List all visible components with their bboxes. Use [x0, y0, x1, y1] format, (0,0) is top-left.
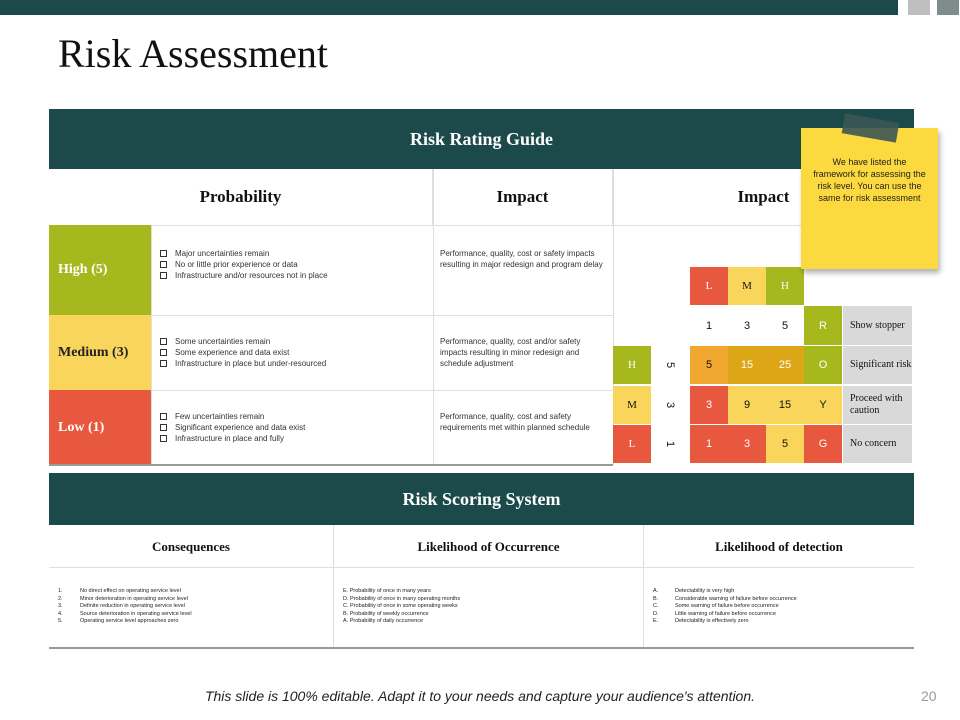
probability-list-medium — [160, 336, 430, 369]
scoring-system-heading: Risk Scoring System — [49, 473, 914, 525]
list-number: 3. — [58, 603, 63, 609]
score-cell: 5 — [766, 425, 804, 463]
consequences-list — [49, 568, 334, 648]
list-text: Considerable warning of failure before occurrence — [675, 595, 797, 602]
prob-letter-m: M — [613, 386, 651, 424]
level-medium: Medium (3) — [49, 315, 151, 390]
impact-letter-m: M — [728, 267, 766, 305]
prob-number: 5 — [664, 361, 676, 369]
prob-number: 1 — [664, 440, 676, 448]
probability-list-high — [160, 248, 430, 281]
list-item: Few uncertainties remain — [160, 411, 430, 422]
top-bar — [0, 0, 898, 15]
score-cell: 3 — [690, 386, 728, 424]
divider — [49, 225, 914, 226]
list-item: Infrastructure and/or resources not in place — [160, 270, 430, 281]
impact-letter-h: H — [766, 267, 804, 305]
list-text: Some warning of failure before occurrence — [675, 603, 779, 609]
list-text: Definite reduction in operating service level — [80, 603, 185, 609]
list-item — [58, 596, 333, 604]
list-item — [343, 611, 643, 619]
prob-letter-l: L — [613, 425, 651, 463]
impact-number: 3 — [743, 319, 751, 332]
prob-number: 3 — [664, 401, 676, 409]
list-number: 5. — [58, 618, 63, 624]
impact-number: 5 — [781, 319, 789, 332]
list-number: D. — [653, 610, 659, 617]
page-number: 20 — [921, 688, 937, 704]
list-item — [653, 618, 914, 626]
divider — [49, 647, 914, 649]
score-cell: 5 — [690, 346, 728, 384]
divider — [49, 464, 613, 466]
score-cell: 15 — [766, 386, 804, 424]
list-item: Infrastructure in place and fully — [160, 433, 430, 444]
list-number: 1. — [58, 588, 63, 594]
prob-letter-h: H — [613, 346, 651, 384]
list-number: B. — [653, 595, 659, 602]
corner-square-dark — [937, 0, 959, 15]
list-item: Major uncertainties remain — [160, 248, 430, 259]
col-header-impact: Impact — [433, 169, 613, 225]
col-header-likelihood-detection: Likelihood of detection — [715, 538, 843, 554]
list-item — [58, 611, 333, 619]
list-item: Significant experience and data exist — [160, 422, 430, 433]
list-item: Some experience and data exist — [160, 347, 430, 358]
legend-code-o: O — [804, 346, 842, 384]
col-header-consequences: Consequences — [49, 525, 334, 568]
list-item — [58, 603, 333, 611]
list-text: Little warning of failure before occurrence — [675, 610, 776, 617]
list-number: A. — [653, 588, 659, 594]
divider — [151, 225, 152, 465]
list-text: B. Probability of weekly occurrence — [343, 610, 429, 617]
list-item — [58, 588, 333, 596]
footer-text: This slide is 100% editable. Adapt it to your needs and capture your audience's attention. — [204, 688, 756, 704]
list-item — [343, 596, 643, 604]
col-header-impact-matrix: Impact — [737, 187, 790, 206]
col-header-probability: Probability — [49, 169, 433, 225]
list-text: D. Probability of once in many operating months — [343, 595, 461, 602]
list-item — [343, 588, 643, 596]
list-item: Some uncertainties remain — [160, 336, 430, 347]
level-high: High (5) — [49, 225, 151, 315]
page-title: Risk Assessment — [58, 31, 329, 76]
list-text: Operating service level approaches zero — [80, 618, 179, 624]
list-item — [58, 618, 333, 626]
list-item — [653, 603, 914, 611]
list-number: 2. — [58, 595, 63, 602]
list-number: C. — [653, 603, 659, 609]
score-cell: 1 — [690, 425, 728, 463]
col-header-likelihood-occurrence: Likelihood of Occurrence — [334, 525, 644, 568]
list-item: Infrastructure in place but under-resourced — [160, 358, 430, 369]
detection-list — [644, 568, 914, 648]
list-text: A. Probability of daily occurrence — [343, 618, 424, 624]
impact-number: 1 — [705, 319, 713, 332]
list-item — [343, 618, 643, 626]
probability-list-low — [160, 411, 430, 444]
occurrence-list — [334, 568, 644, 648]
impact-text-high: Performance, quality, cost or safety impacts resulting in major redesign and program delay — [440, 249, 603, 269]
impact-text-low: Performance, quality, cost and safety requirements met within planned schedule — [440, 412, 590, 432]
impact-letter-l: L — [690, 267, 728, 305]
list-item — [653, 611, 914, 619]
list-text: Minor deterioration in operating service level — [80, 595, 188, 602]
list-item: No or little prior experience or data — [160, 259, 430, 270]
list-text: Detectability is effectively zero — [675, 618, 749, 624]
score-cell: 3 — [728, 425, 766, 463]
level-low: Low (1) — [49, 390, 151, 465]
list-item — [653, 596, 914, 604]
impact-text-medium: Performance, quality, cost and/or safety impacts resulting in minor redesign and schedule adjustment — [440, 337, 581, 368]
legend-text: No concern — [843, 425, 912, 463]
list-text: No direct effect on operating service level — [80, 588, 181, 594]
list-item — [653, 588, 914, 596]
score-cell: 25 — [766, 346, 804, 384]
legend-code-r: R — [804, 306, 842, 345]
list-text: Detectability is very high — [675, 588, 735, 594]
legend-code-y: Y — [804, 386, 842, 424]
corner-square-light — [908, 0, 930, 15]
sticky-note: We have listed the framework for assessing the risk level. You can use the same for risk assessment — [801, 128, 938, 269]
legend-code-g: G — [804, 425, 842, 463]
list-number: E. — [653, 618, 659, 624]
score-cell: 15 — [728, 346, 766, 384]
list-number: 4. — [58, 610, 63, 617]
rating-guide-heading: Risk Rating Guide — [49, 109, 914, 169]
list-item — [343, 603, 643, 611]
score-cell: 9 — [728, 386, 766, 424]
divider — [433, 169, 434, 465]
legend-text: Proceed with caution — [843, 386, 912, 424]
legend-text: Show stopper — [843, 306, 912, 345]
list-text: Source deterioration in operating service level — [80, 610, 192, 617]
list-text: E. Probability of once in many years — [343, 588, 431, 594]
legend-text: Significant risk — [843, 346, 912, 384]
list-text: C. Probability of once in some operating weeks — [343, 603, 458, 609]
